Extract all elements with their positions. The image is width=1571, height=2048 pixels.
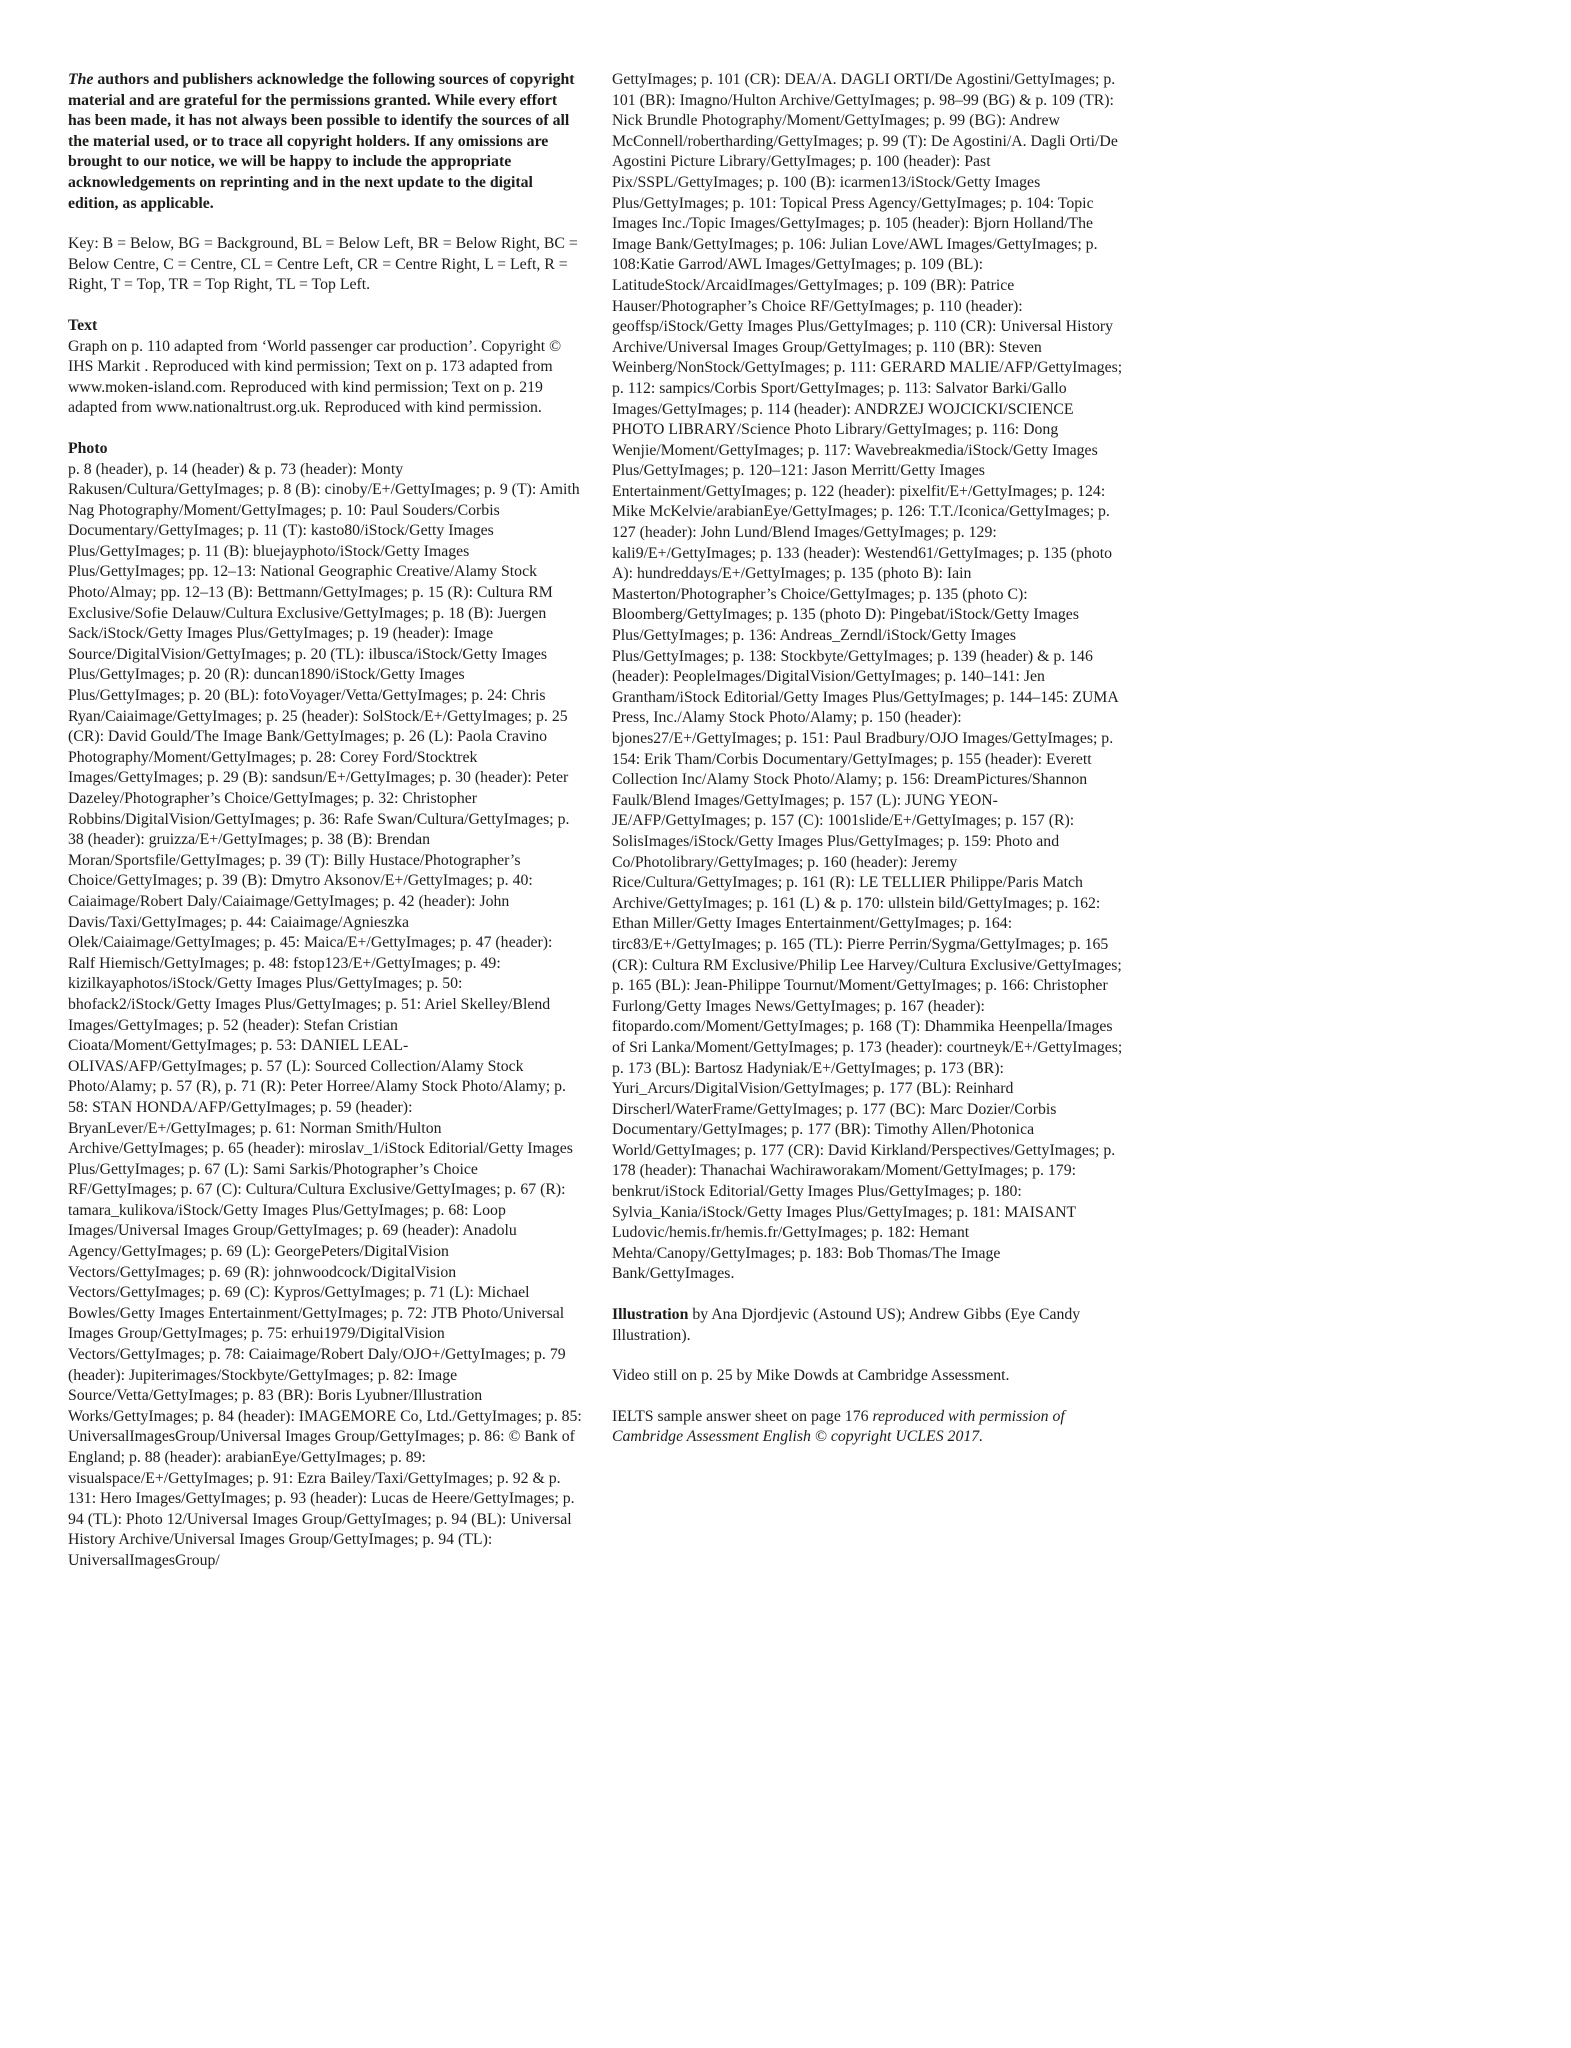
two-column-layout — [68, 70, 1571, 1592]
photo-credits-left-paragraph: p. 8 (header), p. 14 (header) & p. 73 (header): Monty Rakusen/Cultura/GettyImages; p. 8 (B): cinoby/E+/GettyImages; p. 9 (T): Amith Nag Photography/Moment/GettyImages; p. 10: Paul Souders/Corbis Documentary/GettyImages; p. 11 (T): kasto80/iStock/Getty Images Plus/GettyImages; p. 11 (B): bluejayphoto/iStock/Getty Images Plus/GettyImages; pp. 12–13: National Geographic Creative/Alamy Stock Photo/Almay; pp. 12–13 (B): Bettmann/GettyImages; p. 15 (R): Cultura RM Exclusive/Sofie Delauw/Cultura Exclusive/GettyImages; p. 18 (B): Juergen Sack/iStock/Getty Images Plus/GettyImages; p. 19 (header): Image Source/DigitalVision/GettyImages; p. 20 (TL): ilbusca/iStock/Getty Images Plus/GettyImages; p. 20 (R): duncan1890/iStock/Getty Images Plus/GettyImages; p. 20 (BL): fotoVoyager/Vetta/GettyImages; p. 24: Chris Ryan/Caiaimage/GettyImages; p. 25 (header): SolStock/E+/GettyImages; p. 25 (CR): David Gould/The Image Bank/GettyImages; p. 26 (L): Paola Cravino Photography/Moment/GettyImages; p. 28: Corey Ford/Stocktrek Images/GettyImages; p. 29 (B): sandsun/E+/GettyImages; p. 30 (header): Peter Dazeley/Photographer’s Choice/GettyImages; p. 32: Christopher Robbins/DigitalVision/GettyImages; p. 36: Rafe Swan/Cultura/GettyImages; p. 38 (header): gruizza/E+/GettyImages; p. 38 (B): Brendan Moran/Sportsfile/GettyImages; p. 39 (T): Billy Hustace/Photographer’s Choice/GettyImages; p. 39 (B): Dmytro Aksonov/E+/GettyImages; p. 40: Caiaimage/Robert Daly/Caiaimage/GettyImages; p. 42 (header): John Davis/Taxi/GettyImages; p. 44: Caiaimage/Agnieszka Olek/Caiaimage/GettyImages; p. 45: Maica/E+/GettyImages; p. 47 (header): Ralf Hiemisch/GettyImages; p. 48: fstop123/E+/GettyImages; p. 49: kizilkayaphotos/iStock/Getty Images Plus/GettyImages; p. 50: bhofack2/iStock/Getty Images Plus/GettyImages; p. 51: Ariel Skelley/Blend Images/GettyImages; p. 52 (header): Stefan Cristian Cioata/Moment/GettyImages; p. 53: DANIEL LEAL-OLIVAS/AFP/GettyImages; p. 57 (L): Sourced Collection/Alamy Stock Photo/Alamy; p. 57 (R), p. 71 (R): Peter Horree/Alamy Stock Photo/Alamy; p. 58: STAN HONDA/AFP/GettyImages; p. 59 (header): BryanLever/E+/GettyImages; p. 61: Norman Smith/Hulton Archive/GettyImages; p. 65 (header): miroslav_1/iStock Editorial/Getty Images Plus/GettyImages; p. 67 (L): Sami Sarkis/Photographer’s Choice RF/GettyImages; p. 67 (C): Cultura/Cultura Exclusive/GettyImages; p. 67 (R): tamara_kulikova/iStock/Getty Images Plus/GettyImages; p. 68: Loop Images/Universal Images Group/GettyImages; p. 69 (header): Anadolu Agency/GettyImages; p. 69 (L): GeorgePeters/DigitalVision Vectors/GettyImages; p. 69 (R): johnwoodcock/DigitalVision Vectors/GettyImages; p. 69 (C): Kypros/GettyImages; p. 71 (L): Michael Bowles/Getty Images Entertainment/GettyImages; p. 72: JTB Photo/Universal Images Group/GettyImages; p. 75: erhui1979/DigitalVision Vectors/GettyImages; p. 78: Caiaimage/Robert Daly/OJO+/GettyImages; p. 79 (header): Jupiterimages/Stockbyte/GettyImages; p. 82: Image Source/Vetta/GettyImages; p. 83 (BR): Boris Lyubner/Illustration Works/GettyImages; p. 84 (header): IMAGEMORE Co, Ltd./GettyImages; p. 85: UniversalImagesGroup/Universal Images Group/GettyImages; p. 86: © Bank of England; p. 88 (header): arabianEye/GettyImages; p. 89: visualspace/E+/GettyImages; p. 91: Ezra Bailey/Taxi/GettyImages; p. 92 & p. 131: Hero Images/GettyImages; p. 93 (header): Lucas de Heere/GettyImages; p. 94 (TL): Photo 12/Universal Images Group/GettyImages; p. 94 (BL): Universal History Archive/Universal Images Group/GettyImages; p. 94 (TL): UniversalImagesGroup/ — [68, 460, 582, 1569]
left-column — [68, 70, 582, 1592]
photo-credits-right-paragraph: GettyImages; p. 101 (CR): DEA/A. DAGLI ORTI/De Agostini/GettyImages; p. 101 (BR): Imagno/Hulton Archive/GettyImages; p. 98–99 (BG) & p. 109 (TR): Nick Brundle Photography/Moment/GettyImages; p. 99 (BG): Andrew McConnell/robertharding/GettyImages; p. 99 (T): De Agostini/A. Dagli Orti/De Agostini Picture Library/GettyImages; p. 100 (header): Past Pix/SSPL/GettyImages; p. 100 (B): icarmen13/iStock/Getty Images Plus/GettyImages; p. 101: Topical Press Agency/GettyImages; p. 104: Topic Images Inc./Topic Images/GettyImages; p. 105 (header): Bjorn Holland/The Image Bank/GettyImages; p. 106: Julian Love/AWL Images/GettyImages; p. 108:Katie Garrod/AWL Images/GettyImages; p. 109 (BL): LatitudeStock/ArcaidImages/GettyImages; p. 109 (BR): Patrice Hauser/Photographer’s Choice RF/GettyImages; p. 110 (header): geoffsp/iStock/Getty Images Plus/GettyImages; p. 110 (CR): Universal History Archive/Universal Images Group/GettyImages; p. 110 (BR): Steven Weinberg/NonStock/GettyImages; p. 111: GERARD MALIE/AFP/GettyImages; p. 112: sampics/Corbis Sport/GettyImages; p. 113: Salvator Barki/Gallo Images/GettyImages; p. 114 (header): ANDRZEJ WOJCICKI/SCIENCE PHOTO LIBRARY/Science Photo Library/GettyImages; p. 116: Dong Wenjie/Moment/GettyImages; p. 117: Wavebreakmedia/iStock/Getty Images Plus/GettyImages; p. 120–121: Jason Merritt/Getty Images Entertainment/GettyImages; p. 122 (header): pixelfit/E+/GettyImages; p. 124: Mike McKelvie/arabianEye/GettyImages; p. 126: T.T./Iconica/GettyImages; p. 127 (header): John Lund/Blend Images/GettyImages; p. 129: kali9/E+/GettyImages; p. 133 (header): Westend61/GettyImages; p. 135 (photo A): hundreddays/E+/GettyImages; p. 135 (photo B): Iain Masterton/Photographer’s Choice/GettyImages; p. 135 (photo C): Bloomberg/GettyImages; p. 135 (photo D): Pingebat/iStock/Getty Images Plus/GettyImages; p. 136: Andreas_Zerndl/iStock/Getty Images Plus/GettyImages; p. 138: Stockbyte/GettyImages; p. 139 (header) & p. 146 (header): PeopleImages/DigitalVision/GettyImages; p. 140–141: Jen Grantham/iStock Editorial/Getty Images Plus/GettyImages; p. 144–145: ZUMA Press, Inc./Alamy Stock Photo/Alamy; p. 150 (header): bjones27/E+/GettyImages; p. 151: Paul Bradbury/OJO Images/GettyImages; p. 154: Erik Tham/Corbis Documentary/GettyImages; p. 155 (header): Everett Collection Inc/Alamy Stock Photo/Alamy; p. 156: DreamPictures/Shannon Faulk/Blend Images/GettyImages; p. 157 (L): JUNG YEON-JE/AFP/GettyImages; p. 157 (C): 1001slide/E+/GettyImages; p. 157 (R): SolisImages/iStock/Getty Images Plus/GettyImages; p. 159: Photo and Co/Photolibrary/GettyImages; p. 160 (header): Jeremy Rice/Cultura/GettyImages; p. 161 (R): LE TELLIER Philippe/Paris Match Archive/GettyImages; p. 161 (L) & p. 170: ullstein bild/GettyImages; p. 162: Ethan Miller/Getty Images Entertainment/GettyImages; p. 164: tirc83/E+/GettyImages; p. 165 (TL): Pierre Perrin/Sygma/GettyImages; p. 165 (CR): Cultura RM Exclusive/Philip Lee Harvey/Cultura Exclusive/GettyImages; p. 165 (BL): Jean-Philippe Tournut/Moment/GettyImages; p. 166: Christopher Furlong/Getty Images News/GettyImages; p. 167 (header): fitopardo.com/Moment/GettyImages; p. 168 (T): Dhammika Heenpella/Images of Sri Lanka/Moment/GettyImages; p. 173 (header): courtneyk/E+/GettyImages; p. 173 (BL): Bartosz Hadyniak/E+/GettyImages; p. 173 (BR): Yuri_Arcurs/DigitalVision/GettyImages; p. 177 (BL): Reinhard Dirscherl/WaterFrame/GettyImages; p. 177 (BC): Marc Dozier/Corbis Documentary/GettyImages; p. 177 (BR): Timothy Allen/Photonica World/GettyImages; p. 177 (CR): David Kirkland/Perspectives/GettyImages; p. 178 (header): Thanachai Wachiraworakam/Moment/GettyImages; p. 179: benkrut/iStock Editorial/Getty Images Plus/GettyImages; p. 180: Sylvia_Kania/iStock/Getty Images Plus/GettyImages; p. 181: MAISANT Ludovic/hemis.fr/hemis.fr/GettyImages; p. 182: Hemant Mehta/Canopy/GettyImages; p. 183: Bob Thomas/The Image Bank/GettyImages. — [612, 71, 1123, 1283]
intro-lead-word: The — [68, 71, 94, 88]
illustration-lead-word: Illustration — [612, 1306, 689, 1324]
illustration-credit-paragraph — [612, 1305, 1126, 1346]
text-credits-paragraph: Graph on p. 110 adapted from ‘World passenger car production’. Copyright © IHS Markit . Reproduced with kind permission; Text on p. 173 adapted from www.moken-island.com. Reproduced with kind permission; Text on p. 219 adapted from www.nationaltrust.org.uk. Reproduced with kind permission. — [68, 337, 562, 417]
ielts-credit-paragraph — [612, 1407, 1126, 1448]
illustration-rest-text: by Ana Djordjevic (Astound US); Andrew Gibbs (Eye Candy Illustration). — [612, 1306, 1081, 1344]
intro-rest-text: authors and publishers acknowledge the following sources of copyright material and are grateful for the permissions granted. While every effort has been made, it has not always been possible to identify the sources of all the material used, or to trace all copyright holders. If any omissions are brought to our notice, we will be happy to include the appropriate acknowledgements on reprinting and in the next update to the digital edition, as applicable. — [68, 71, 575, 212]
photo-section-heading: Photo — [68, 439, 108, 457]
right-column — [612, 70, 1126, 1468]
ielts-lead-text: IELTS sample answer sheet on page 176 — [612, 1407, 873, 1425]
copyright-intro-paragraph — [68, 70, 582, 214]
position-key-paragraph: Key: B = Below, BG = Background, BL = Below Left, BR = Below Right, BC = Below Centre, C = Centre, CL = Centre Left, CR = Centre Right, L = Left, R = Right, T = Top, TR = Top Right, TL = Top Left. — [68, 235, 578, 294]
ielts-italic-text: reproduced with permission of Cambridge Assessment English © copyright UCLES 2017. — [612, 1407, 1065, 1446]
video-credit-paragraph: Video still on p. 25 by Mike Dowds at Cambridge Assessment. — [612, 1367, 1010, 1385]
text-section-heading: Text — [68, 316, 98, 334]
